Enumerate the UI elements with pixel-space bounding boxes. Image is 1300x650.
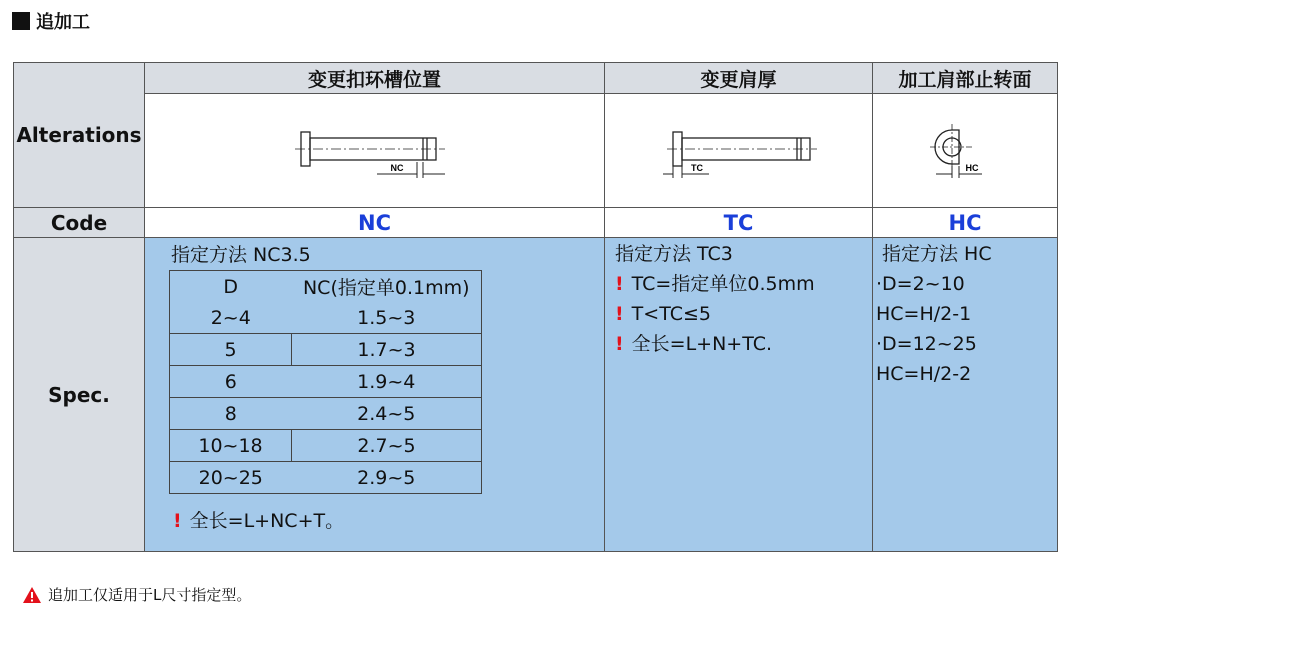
table-row: 2~4 1.5~3 — [170, 302, 482, 334]
tc-code: TC — [605, 208, 873, 238]
pin-tc-diagram — [659, 114, 819, 184]
section-title: 追加工 — [36, 12, 90, 33]
spec-label: Spec. — [14, 238, 145, 552]
pin-hc-diagram — [920, 114, 1010, 184]
nc-note: ! 全长=L+NC+T。 — [173, 510, 345, 532]
tc-dimension-label: TC — [690, 162, 703, 173]
table-row: 20~25 2.9~5 — [170, 462, 482, 494]
tc-spec-title: 指定方法 TC3 — [615, 243, 733, 265]
tc-spec-line: ! 全长=L+N+TC. — [615, 333, 773, 355]
code-label: Code — [14, 208, 145, 238]
warning-mark-icon: ! — [615, 303, 624, 325]
tc-diagram-cell — [605, 94, 873, 208]
nc-spec-title: 指定方法 NC3.5 — [171, 244, 311, 266]
table-row: 8 2.4~5 — [170, 398, 482, 430]
nc-spec-cell — [145, 238, 605, 552]
tc-spec-cell — [605, 238, 873, 552]
table-row: 10~18 2.7~5 — [170, 430, 482, 462]
nc-header: 变更扣环槽位置 — [145, 63, 605, 94]
square-bullet-icon — [12, 12, 30, 30]
alterations-table — [13, 62, 1058, 552]
hc-spec-title: 指定方法 HC — [882, 243, 992, 265]
nc-range-table — [169, 270, 482, 494]
footer-note-text: 追加工仅适用于L尺寸指定型。 — [48, 586, 252, 604]
tc-header: 变更肩厚 — [605, 63, 873, 94]
table-row: 6 1.9~4 — [170, 366, 482, 398]
nc-diagram-cell — [145, 94, 605, 208]
table-row: 5 1.7~3 — [170, 334, 482, 366]
hc-spec-line: ·D=2~10 — [876, 273, 965, 295]
section-heading — [12, 10, 90, 32]
warning-mark-icon: ! — [615, 273, 624, 295]
alterations-label: Alterations — [14, 63, 145, 208]
warning-icon — [22, 586, 42, 604]
hc-spec-cell — [873, 238, 1058, 552]
warning-mark-icon: ! — [615, 333, 624, 355]
hc-header: 加工肩部止转面 — [873, 63, 1058, 94]
nc-table-header-nc: NC(指定单0.1mm) — [292, 271, 482, 303]
pin-nc-diagram — [285, 114, 465, 184]
hc-spec-line: ·D=12~25 — [876, 333, 977, 355]
warning-mark-icon: ! — [173, 510, 182, 532]
hc-dimension-label: HC — [965, 162, 979, 173]
nc-table-header-d: D — [170, 271, 292, 303]
nc-dimension-label: NC — [390, 162, 403, 173]
hc-diagram-cell — [873, 94, 1058, 208]
hc-spec-line: HC=H/2-2 — [876, 363, 972, 385]
tc-spec-line: ! TC=指定单位0.5mm — [615, 273, 815, 295]
tc-spec-line: ! T<TC≤5 — [615, 303, 711, 325]
nc-code: NC — [145, 208, 605, 238]
hc-code: HC — [873, 208, 1058, 238]
hc-spec-line: HC=H/2-1 — [876, 303, 972, 325]
footer-note — [22, 584, 251, 605]
